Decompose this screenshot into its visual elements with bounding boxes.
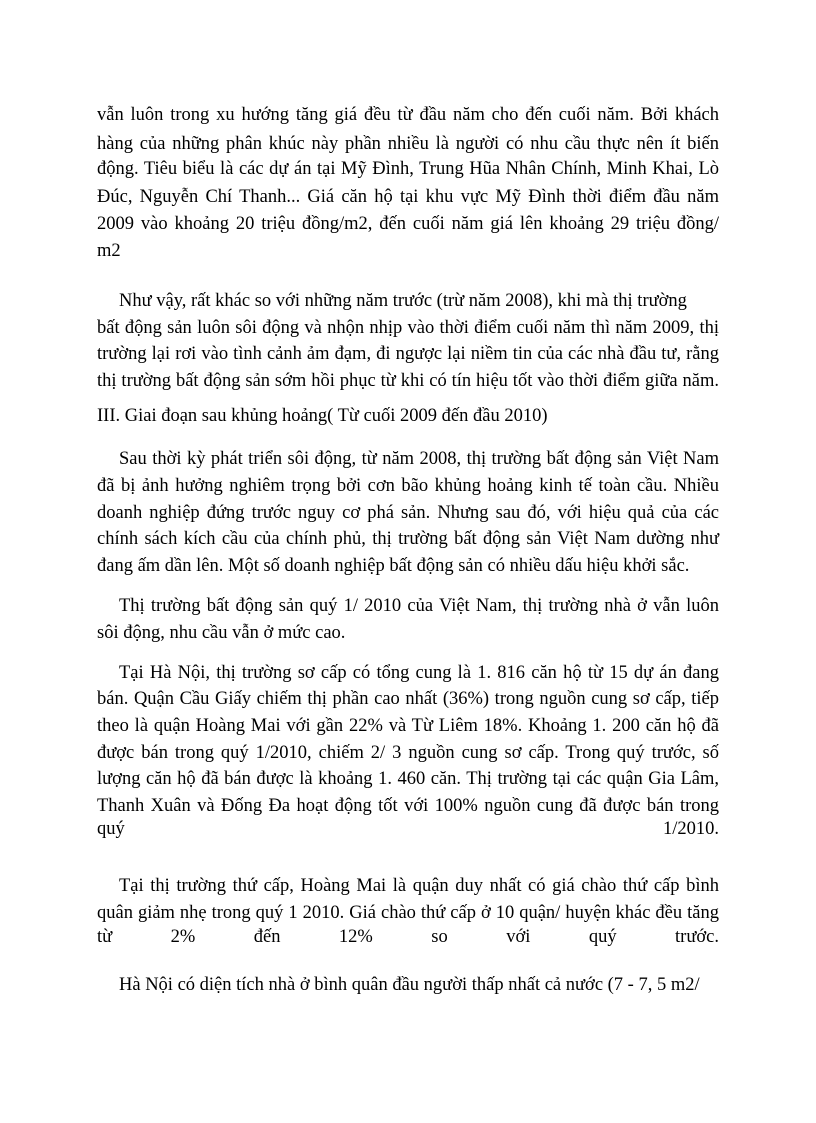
text-line: theo là quận Hoàng Mai với gần 22% và Từ Liêm 18%. Khoảng 1. 200 căn hộ đã (97, 716, 719, 736)
text-line: Hà Nội có diện tích nhà ở bình quân đầu người thấp nhất cả nước (7 - 7, 5 m2/ (119, 975, 700, 995)
text-line: đã bị ảnh hưởng nghiêm trọng bởi cơn bão khủng hoảng kinh tế toàn cầu. Nhiều (97, 476, 719, 496)
text-line: Tại Hà Nội, thị trường sơ cấp có tổng cung là 1. 816 căn hộ từ 15 dự án đang (119, 663, 719, 683)
text-line: Như vậy, rất khác so với những năm trước (trừ năm 2008), khi mà thị trường (119, 291, 687, 311)
text-line: Tại thị trường thứ cấp, Hoàng Mai là quận duy nhất có giá chào thứ cấp bình (119, 876, 719, 896)
text-line: m2 (97, 241, 121, 261)
text-line: chính sách kích cầu của chính phủ, thị trường bất động sản Việt Nam dường như (97, 529, 719, 549)
text-line: đang ấm dần lên. Một số doanh nghiệp bất động sản có nhiều dấu hiệu khởi sắc. (97, 556, 690, 576)
text-line: doanh nghiệp đứng trước nguy cơ phá sản. Nhưng sau đó, với hiệu quả của các (97, 503, 719, 523)
text-line: thị trường bất động sản sớm hồi phục từ khi có tín hiệu tốt vào thời điểm giữa năm. (97, 371, 719, 391)
text-line: 2009 vào khoảng 20 triệu đồng/m2, đến cuối năm giá lên khoảng 29 triệu đồng/ (97, 214, 719, 234)
text-line: Thanh Xuân và Đống Đa hoạt động tốt với 100% nguồn cung đã được bán trong (97, 796, 719, 816)
text-line: lượng căn hộ đã bán được là khoảng 1. 460 căn. Thị trường tại các quận Gia Lâm, (97, 769, 719, 789)
text-line: hàng của những phân khúc này phần nhiều là người có nhu cầu thực nên ít biến (97, 134, 719, 154)
text-line: bán. Quận Cầu Giấy chiếm thị phần cao nhất (36%) trong nguồn cung sơ cấp, tiếp (97, 689, 719, 709)
text-line: trường lại rơi vào tình cảnh ảm đạm, đi ngược lại niềm tin của các nhà đầu tư, rằng (97, 344, 719, 364)
text-line: quân giảm nhẹ trong quý 1 2010. Giá chào thứ cấp ở 10 quận/ huyện khác đều tăng (97, 903, 719, 923)
text-line: động. Tiêu biểu là các dự án tại Mỹ Đình, Trung Hũa Nhân Chính, Minh Khai, Lò (97, 159, 719, 179)
text-line: sôi động, nhu cầu vẫn ở mức cao. (97, 623, 346, 643)
text-line: được bán trong quý 1/2010, chiếm 2/ 3 nguồn cung sơ cấp. Trong quý trước, số (97, 743, 719, 763)
text-line: vẫn luôn trong xu hướng tăng giá đều từ đầu năm cho đến cuối năm. Bởi khách (97, 105, 719, 125)
text-line: bất động sản luôn sôi động và nhộn nhịp vào thời điểm cuối năm thì năm 2009, thị (97, 318, 719, 338)
text-line: từ 2% đến 12% so với quý trước. (97, 927, 719, 947)
section-heading: III. Giai đoạn sau khủng hoảng( Từ cuối 2009 đến đầu 2010) (97, 406, 548, 426)
text-line: Đúc, Nguyễn Chí Thanh... Giá căn hộ tại khu vực Mỹ Đình thời điểm đầu năm (97, 187, 719, 207)
text-line: Sau thời kỳ phát triển sôi động, từ năm 2008, thị trường bất động sản Việt Nam (119, 449, 719, 469)
text-line: Thị trường bất động sản quý 1/ 2010 của Việt Nam, thị trường nhà ở vẫn luôn (119, 596, 719, 616)
text-line: quý 1/2010. (97, 819, 719, 839)
